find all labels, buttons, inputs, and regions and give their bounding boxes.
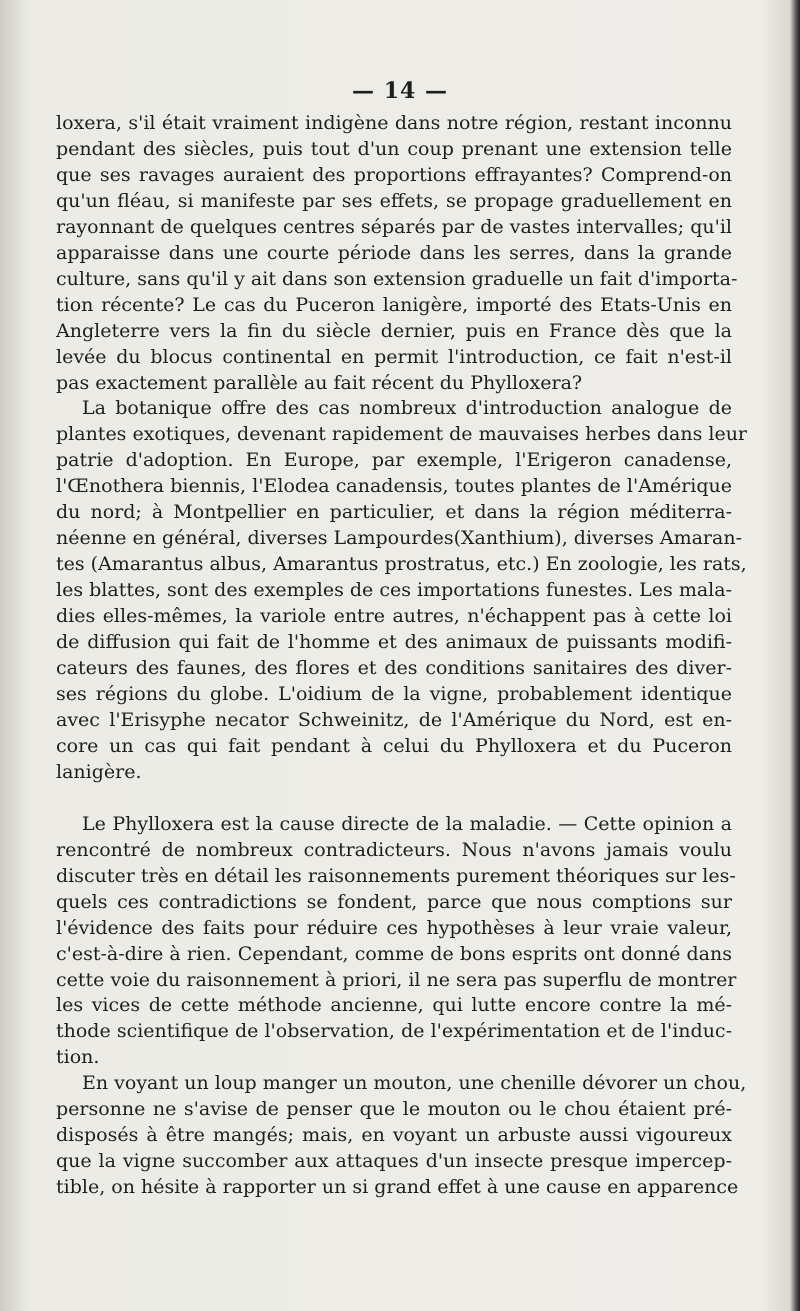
text-line: dies elles-mêmes, la variole entre autres, n'échappent pas à cette loi [56,605,732,628]
text-line: cateurs des faunes, des flores et des conditions sanitaires des diver- [56,657,732,680]
text-line: l'évidence des faits pour réduire ces hypothèses à leur vraie valeur, [56,916,732,939]
text-line: pas exactement parallèle au fait récent du Phylloxera? [56,371,583,394]
text-line: les vices de cette méthode ancienne, qui lutte encore contre la mé- [56,994,732,1017]
text-line: l'Œnothera biennis, l'Elodea canadensis, toutes plantes de l'Amérique [56,475,732,498]
text-line: tible, on hésite à rapporter un si grand effet à une cause en apparence [56,1176,739,1199]
text-line: Angleterre vers la fin du siècle dernier, puis en France dès que la [56,319,732,342]
paragraph [56,1071,747,1201]
text-line: apparaisse dans une courte période dans les serres, dans la grande [56,241,732,264]
paragraph [56,812,737,1072]
text-line: néenne en général, diverses Lampourdes(Xanthium), diverses Amaran- [56,527,742,550]
section-gap [56,786,732,812]
paragraph [56,111,738,396]
body-text [56,111,748,1201]
text-line: qu'un fléau, si manifeste par ses effets, se propage graduellement en [56,189,732,212]
text-line: tion récente? Le cas du Puceron lanigère, importé des Etats-Unis en [56,293,732,316]
text-line: c'est-à-dire à rien. Cependant, comme de bons esprits ont donné dans [56,942,732,965]
text-line: avec l'Erisyphe necator Schweinitz, de l'Amérique du Nord, est en- [56,708,732,731]
text-line: de diffusion qui fait de l'homme et des animaux de puissants modifi- [56,631,732,654]
text-line: rayonnant de quelques centres séparés par de vastes intervalles; qu'il [56,215,732,238]
text-line: tion. [56,1046,100,1069]
text-line: rencontré de nombreux contradicteurs. Nous n'avons jamais voulu [56,838,732,861]
text-line: patrie d'adoption. En Europe, par exemple, l'Erigeron canadense, [56,449,732,472]
text-line: plantes exotiques, devenant rapidement de mauvaises herbes dans leur [56,423,748,446]
text-line: que la vigne succomber aux attaques d'un insecte presque impercep- [56,1150,732,1173]
text-line: les blattes, sont des exemples de ces importations funestes. Les mala- [56,579,732,602]
text-line: lanigère. [56,760,142,783]
text-line: core un cas qui fait pendant à celui du Phylloxera et du Puceron [56,734,732,757]
text-line: personne ne s'avise de penser que le mouton ou le chou étaient pré- [56,1098,732,1121]
text-line: La botanique offre des cas nombreux d'introduction analogue de [82,397,732,420]
text-line: du nord; à Montpellier en particulier, et dans la région méditerra- [56,501,732,524]
text-line: discuter très en détail les raisonnements purement théoriques sur les- [56,864,736,887]
text-line: quels ces contradictions se fondent, parce que nous comptions sur [56,890,732,913]
text-line: tes (Amarantus albus, Amarantus prostratus, etc.) En zoologie, les rats, [56,553,747,576]
text-line: pendant des siècles, puis tout d'un coup prenant une extension telle [56,137,732,160]
text-line: thode scientifique de l'observation, de l'expérimentation et de l'induc- [56,1020,732,1043]
text-line: que ses ravages auraient des proportions effrayantes? Comprend-on [56,163,732,186]
text-line: Le Phylloxera est la cause directe de la maladie. — Cette opinion a [82,812,732,835]
text-line: disposés à être mangés; mais, en voyant un arbuste aussi vigoureux [56,1124,732,1147]
text-line: ses régions du globe. L'oidium de la vigne, probablement identique [56,682,732,705]
page-number: — 14 — [352,78,448,104]
text-line: En voyant un loup manger un mouton, une chenille dévorer un chou, [82,1072,747,1095]
text-line: loxera, s'il était vraiment indigène dans notre région, restant inconnu [56,112,732,134]
paragraph [56,396,748,785]
text-line: cette voie du raisonnement à priori, il ne sera pas superflu de montrer [56,968,737,991]
text-line: levée du blocus continental en permit l'introduction, ce fait n'est-il [56,345,732,368]
text-line: culture, sans qu'il y ait dans son extension graduelle un fait d'importa- [56,267,738,290]
